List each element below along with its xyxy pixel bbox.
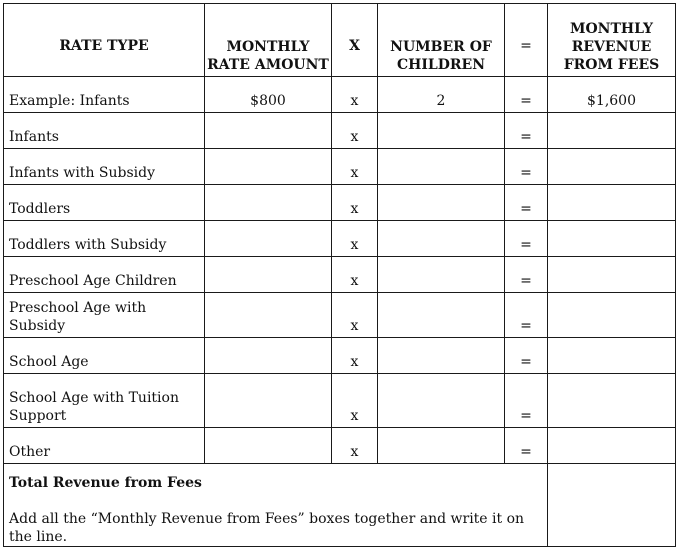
times-sign: x [332, 338, 378, 374]
monthly-rate-field[interactable] [205, 113, 332, 149]
table-row [4, 338, 676, 374]
total-title: Total Revenue from Fees [9, 475, 202, 491]
total-description [4, 464, 548, 547]
equals-sign: = [505, 293, 548, 338]
times-sign: x [332, 374, 378, 428]
rate-type-label: Other [4, 428, 205, 464]
monthly-rate-field[interactable] [205, 185, 332, 221]
example-row [4, 77, 676, 113]
times-sign: x [332, 428, 378, 464]
total-revenue-field[interactable] [548, 464, 676, 547]
rate-type-label: Toddlers [4, 185, 205, 221]
equals-sign: = [505, 338, 548, 374]
header-times: X [332, 4, 378, 77]
monthly-rate-field[interactable] [205, 338, 332, 374]
number-children-field[interactable] [378, 293, 505, 338]
header-equals: = [505, 4, 548, 77]
equals-sign: = [505, 113, 548, 149]
number-children-field[interactable] [378, 428, 505, 464]
rate-type-label: School Age with Tuition Support [4, 374, 205, 428]
table-row [4, 113, 676, 149]
header-monthly-revenue: MONTHLY REVENUE FROM FEES [548, 4, 676, 77]
rate-type-label: Preschool Age Children [4, 257, 205, 293]
times-sign: x [332, 149, 378, 185]
table-row [4, 293, 676, 338]
monthly-revenue-field[interactable] [548, 149, 676, 185]
header-number-children: NUMBER OF CHILDREN [378, 4, 505, 77]
times-sign: x [332, 293, 378, 338]
example-number-children: 2 [378, 77, 505, 113]
equals-sign: = [505, 221, 548, 257]
times-sign: x [332, 185, 378, 221]
number-children-field[interactable] [378, 149, 505, 185]
total-instruction: Add all the “Monthly Revenue from Fees” boxes together and write it on the line. [9, 511, 525, 545]
table-row [4, 257, 676, 293]
monthly-revenue-field[interactable] [548, 428, 676, 464]
equals-sign: = [505, 185, 548, 221]
monthly-rate-field[interactable] [205, 149, 332, 185]
rate-type-label: School Age [4, 338, 205, 374]
rate-type-label: Infants [4, 113, 205, 149]
number-children-field[interactable] [378, 374, 505, 428]
table-row [4, 221, 676, 257]
table-row [4, 374, 676, 428]
number-children-field[interactable] [378, 113, 505, 149]
example-rate-type: Example: Infants [4, 77, 205, 113]
equals-sign: = [505, 149, 548, 185]
monthly-revenue-field[interactable] [548, 293, 676, 338]
monthly-revenue-field[interactable] [548, 338, 676, 374]
example-times: x [332, 77, 378, 113]
rate-type-label: Toddlers with Subsidy [4, 221, 205, 257]
number-children-field[interactable] [378, 338, 505, 374]
number-children-field[interactable] [378, 185, 505, 221]
monthly-rate-field[interactable] [205, 428, 332, 464]
number-children-field[interactable] [378, 257, 505, 293]
table-row [4, 428, 676, 464]
example-monthly-revenue: $1,600 [548, 77, 676, 113]
rate-type-label: Preschool Age with Subsidy [4, 293, 205, 338]
times-sign: x [332, 257, 378, 293]
monthly-rate-field[interactable] [205, 374, 332, 428]
monthly-revenue-field[interactable] [548, 257, 676, 293]
monthly-rate-field[interactable] [205, 293, 332, 338]
total-row [4, 464, 676, 547]
times-sign: x [332, 113, 378, 149]
monthly-revenue-field[interactable] [548, 221, 676, 257]
monthly-revenue-field[interactable] [548, 374, 676, 428]
header-row [4, 4, 676, 77]
equals-sign: = [505, 428, 548, 464]
number-children-field[interactable] [378, 221, 505, 257]
header-monthly-rate: MONTHLY RATE AMOUNT [205, 4, 332, 77]
example-equals: = [505, 77, 548, 113]
example-monthly-rate: $800 [205, 77, 332, 113]
monthly-revenue-field[interactable] [548, 113, 676, 149]
rate-type-label: Infants with Subsidy [4, 149, 205, 185]
times-sign: x [332, 221, 378, 257]
monthly-revenue-field[interactable] [548, 185, 676, 221]
table-row [4, 185, 676, 221]
revenue-worksheet-table [3, 3, 676, 547]
table-row [4, 149, 676, 185]
equals-sign: = [505, 374, 548, 428]
header-rate-type: RATE TYPE [4, 4, 205, 77]
equals-sign: = [505, 257, 548, 293]
monthly-rate-field[interactable] [205, 221, 332, 257]
monthly-rate-field[interactable] [205, 257, 332, 293]
